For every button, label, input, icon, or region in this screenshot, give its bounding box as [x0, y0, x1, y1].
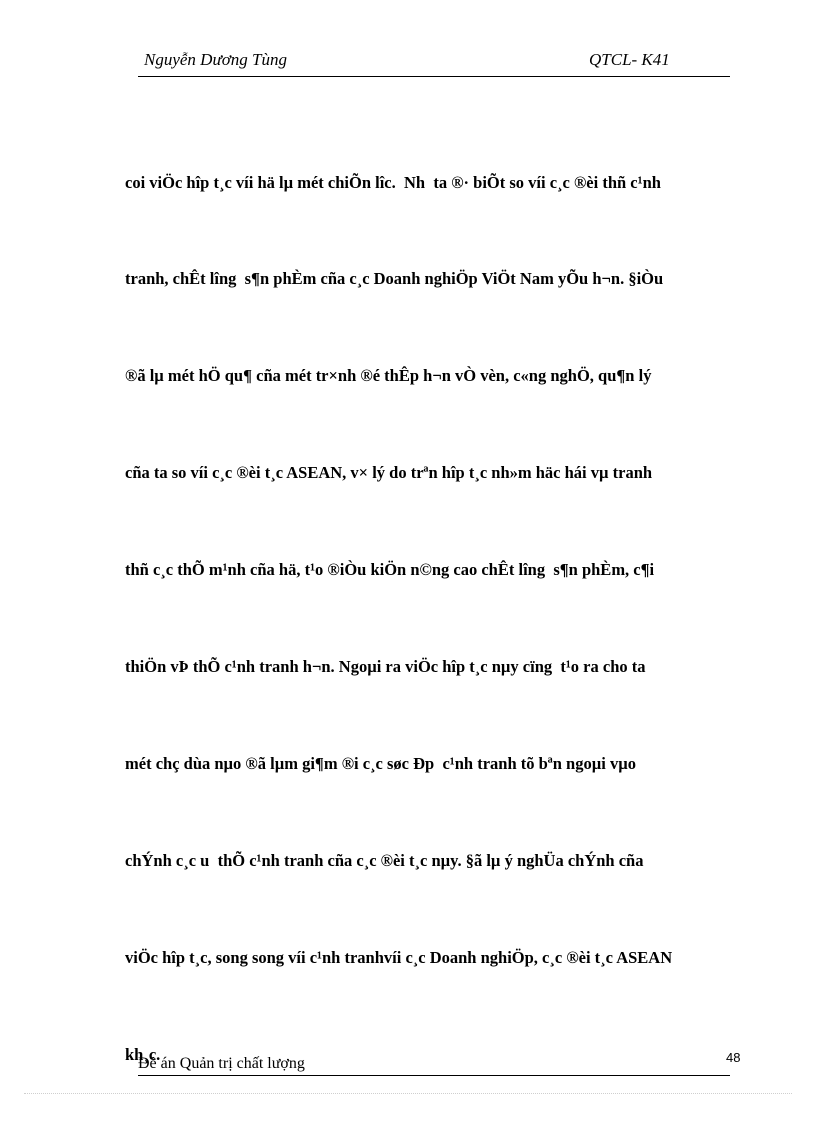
body-line: mét chç dùa nµo ®ã lµm gi¶m ®i c¸c søc Ðp c¹nh tranh tõ bªn ngoµi vµo — [125, 753, 636, 773]
body-line: kh¸c. — [125, 1044, 161, 1064]
body-paragraph — [125, 102, 765, 1103]
footer-document-title: Đề án Quản trị chất lượng — [138, 1055, 305, 1072]
page-footer — [138, 1050, 741, 1076]
body-line: cña ta so víi c¸c ®èi t¸c ASEAN, v× lý do trªn hîp t¸c nh»m häc hái vµ tranh — [125, 463, 653, 483]
page-header — [138, 46, 730, 77]
body-line: chÝnh c¸c u thÕ c¹nh tranh cña c¸c ®èi t¸c nµy. §ã lµ ý nghÜa chÝnh cña — [125, 850, 644, 870]
page-number: 48 — [726, 1050, 741, 1065]
body-line: ®ã lµ mét hÖ qu¶ cña mét tr×nh ®é thÊp h¬n vÒ vèn, c«ng nghÖ, qu¶n lý — [125, 366, 652, 386]
header-author: Nguyễn Dương Tùng — [144, 50, 288, 69]
body-line: thiÖn vÞ thÕ c¹nh tranh h¬n. Ngoµi ra viÖc hîp t¸c nµy cïng t¹o ra cho ta — [125, 657, 646, 677]
page-bottom-divider — [24, 1093, 792, 1094]
body-line: thñ c¸c thÕ m¹nh cña hä, t¹o ®iÒu kiÖn n©ng cao chÊt lîng s¶n phÈm, c¶i — [125, 560, 655, 580]
body-line: viÖc hîp t¸c, song song víi c¹nh tranhvíi c¸c Doanh nghiÖp, c¸c ®èi t¸c ASEAN — [125, 947, 673, 967]
body-line: coi viÖc hîp t¸c víi hä lµ mét chiÕn lîc. Nh ta ®· biÕt so víi c¸c ®èi thñ c¹nh — [125, 172, 661, 192]
body-line: tranh, chÊt lîng s¶n phÈm cña c¸c Doanh nghiÖp ViÖt Nam yÕu h¬n. §iÒu — [125, 269, 664, 289]
header-course-code: QTCL- K41 — [589, 50, 670, 69]
